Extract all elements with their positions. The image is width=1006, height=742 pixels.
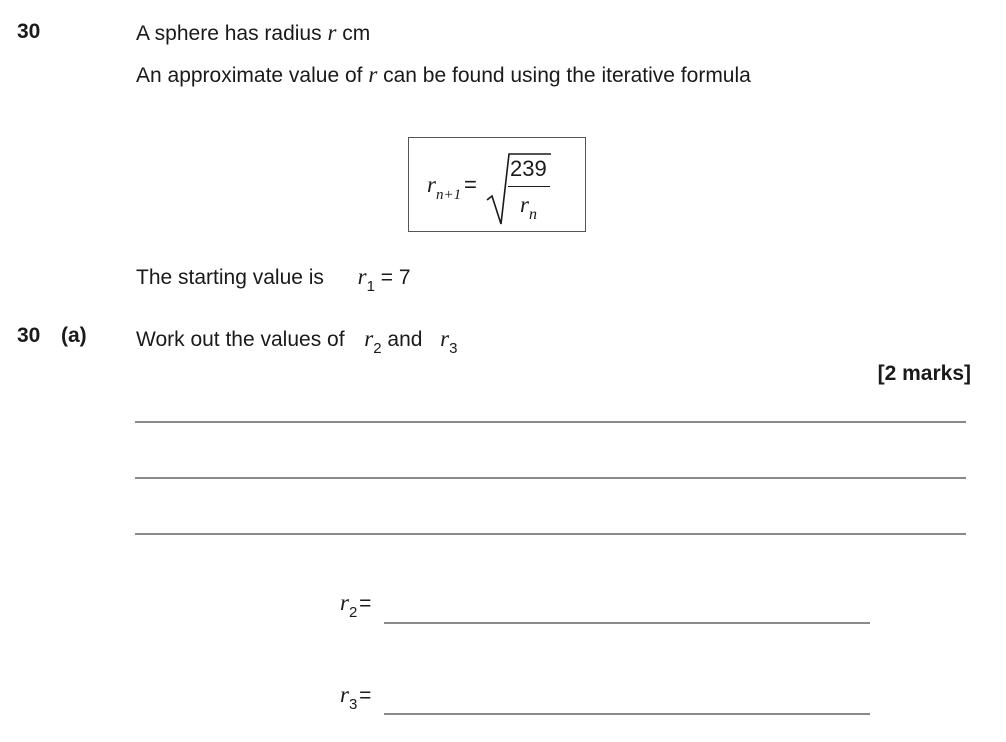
- answer-r2-equals: =: [359, 592, 372, 615]
- var-r: r: [368, 62, 378, 87]
- var-r: r: [327, 20, 337, 45]
- prompt-prefix: Work out the values of: [136, 328, 345, 351]
- formula-lhs-var: r: [427, 172, 436, 197]
- formula-denominator: [520, 192, 537, 223]
- method-line: [136, 62, 751, 88]
- starting-value-line: [136, 264, 411, 295]
- start-var: r: [357, 264, 367, 289]
- answer-r3-label: [340, 682, 375, 713]
- working-line-1[interactable]: [135, 421, 966, 423]
- formula-lhs-sub: n+1: [435, 187, 462, 203]
- starting-value-text: The starting value is: [136, 266, 324, 289]
- var-r3: r: [440, 326, 450, 351]
- formula-denominator-sub: n: [528, 206, 537, 223]
- iterative-formula-box: [408, 137, 586, 232]
- method-suffix: can be found using the iterative formula: [383, 64, 751, 87]
- part-number: 30: [17, 324, 41, 347]
- answer-r2-label: [340, 590, 375, 621]
- part-a-prompt: [136, 326, 458, 357]
- part-label: (a): [61, 324, 87, 347]
- formula-denominator-var: r: [520, 192, 529, 217]
- prompt-conjunction: and: [387, 328, 423, 351]
- intro-prefix: A sphere has radius: [136, 22, 322, 45]
- start-sub: 1: [366, 278, 375, 295]
- intro-line: [136, 20, 370, 46]
- answer-r3-var: r: [340, 682, 349, 707]
- answer-r3-equals: =: [359, 684, 372, 707]
- marks-label: [2 marks]: [877, 362, 971, 385]
- formula-numerator: 239: [510, 156, 547, 181]
- answer-r2-field[interactable]: [384, 622, 870, 624]
- answer-r3-sub: 3: [348, 696, 358, 713]
- var-r3-sub: 3: [449, 340, 458, 357]
- start-equals: = 7: [380, 266, 411, 289]
- method-prefix: An approximate value of: [136, 64, 363, 87]
- var-r2: r: [364, 326, 374, 351]
- formula-lhs: [427, 172, 462, 203]
- answer-r3-field[interactable]: [384, 713, 870, 715]
- working-line-3[interactable]: [135, 533, 966, 535]
- answer-r2-sub: 2: [348, 604, 358, 621]
- intro-suffix: cm: [342, 22, 371, 45]
- working-line-2[interactable]: [135, 477, 966, 479]
- fraction-bar: [508, 186, 550, 187]
- formula-equals: =: [464, 172, 477, 197]
- question-number: 30: [17, 20, 41, 43]
- var-r2-sub: 2: [373, 340, 382, 357]
- answer-r2-var: r: [340, 590, 349, 615]
